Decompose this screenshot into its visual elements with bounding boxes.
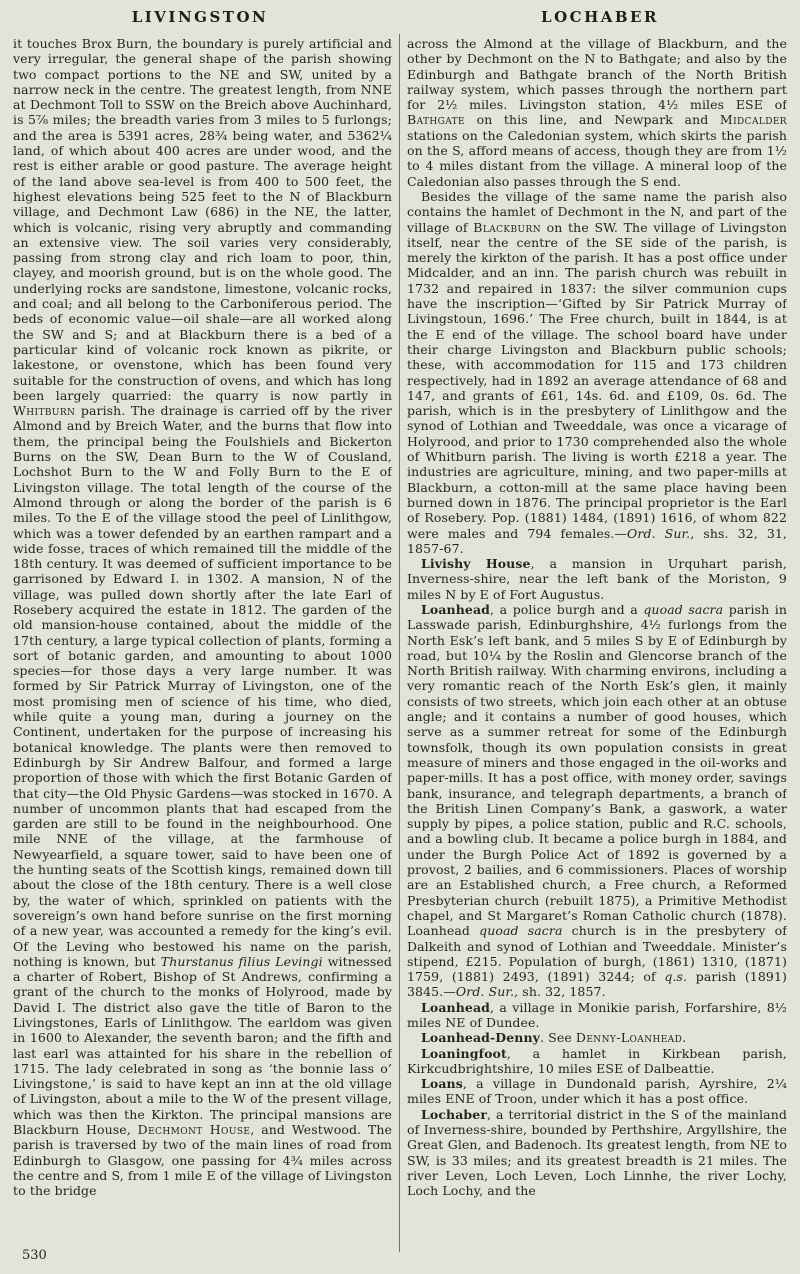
text-run: Midcalder (719, 112, 787, 128)
paragraph (407, 1046, 787, 1077)
text-run: witnessed a charter of Robert, Bishop of St Andrews, confirming a grant of the church to the monks of Holyrood, made by David I. The district also gave the title of Baron to the Livingstones, Earls of Linlithgow. The earldom was given in 1600 to Alexander, the seventh baron; and the fifth and last earl was attainted for his share in the rebellion of 1715. The lady celebrated in song as ‘the bonnie lass o’ Livingstone,’ is said to have kept an inn at the old village of Livingston, about a mile to the W of the present village, which was then the Kirkton. The principal mansions are Blackburn House, (13, 953, 392, 1138)
text-run: , shs. 32, 31, 1857-67. (407, 525, 787, 556)
paragraph (407, 36, 787, 189)
text-run: Loanhead (421, 999, 490, 1015)
text-run: Ord. Sur. (627, 525, 691, 541)
text-run: Whitburn (13, 403, 76, 419)
paragraph (407, 556, 787, 602)
paragraph (407, 602, 787, 1000)
paragraph (407, 1030, 787, 1045)
text-run: Livishy House (421, 556, 531, 572)
text-run: Denny-Loanhead (575, 1030, 683, 1046)
text-run: Thurstanus filius Levingi (160, 953, 323, 969)
left-column (13, 36, 392, 1258)
text-run: quoad sacra (643, 601, 724, 617)
running-head-left: LIVINGSTON (131, 8, 269, 26)
text-run: Loanhead-Denny (421, 1030, 541, 1046)
paragraph (407, 1000, 787, 1031)
paragraph (13, 36, 392, 1199)
text-run: Bathgate (407, 112, 466, 128)
text-run: , a mansion in Urquhart parish, Inverness-shire, near the left bank of the Moriston, 9 miles N by E of Fort Augustus. (407, 556, 787, 602)
text-run: on the SW. The village of Livingston itself, near the centre of the SE side of the parish, is merely the kirkton of the parish. It has a post office under Midcalder, and an inn. The parish church was rebuilt in 1732 and repaired in 1837: the silver communion cups have the inscription—‘Gifted by Sir Patrick Murray of Livingstoun, 1696.’ The Free church, built in 1844, is at the E end of the village. The school board have under their charge Livingston and Blackburn public schools; these, with accommodation for 115 and 173 children respectively, had in 1892 an average attendance of 68 and 147, and grants of £61, 14s. 6d. and £109, 0s. 6d. The parish, which is in the presbytery of Linlithgow and the synod of Lothian and Tweeddale, was once a vicarage of Holyrood, and prior to 1730 comprehended also the whole of Whitburn parish. The living is worth £218 a year. The industries are agriculture, mining, and two paper-mills at Blackburn, a cotton-mill at the same place having been burned down in 1876. The principal proprietor is the Earl of Rosebery. Pop. (1881) 1484, (1891) 1616, of whom 822 were males and 794 females.— (407, 219, 787, 541)
column-divider (399, 34, 400, 1252)
text-run: , a police burgh and a (490, 601, 644, 617)
running-head-right: LOCHABER (541, 8, 659, 26)
text-run: , a territorial district in the S of the mainland of Inverness-shire, bounded by Perthshire, Argyllshire, the Great Glen, and Badenoch. Its greatest length, from NE to SW, is 33 miles; and its greatest breadth is 21 miles. The river Leven, Loch Leven, Loch Linnhe, the river Lochy, Loch Lochy, and the (407, 1106, 787, 1199)
text-run: parish. The drainage is carried off by the river Almond and by Breich Water, and the burns that flow into them, the principal being the Foulshiels and Bickerton Burns on the SW, Dean Burn to the W of Cousland, Lochshot Burn to the W and Folly Burn to the E of Livingston village. The total length of the course of the Almond through or along the border of the parish is 6 miles. To the E of the village stood the peel of Linlithgow, which was a tower defended by an earthen rampart and a wide fosse, traces of which remained till the middle of the 18th century. It was deemed of sufficient importance to be garrisoned by Edward I. in 1302. A mansion, N of the village, was pulled down shortly after the late Earl of Rosebery acquired the estate in 1812. The garden of the old mansion-house contained, about the middle of the 17th century, a large typical collection of plants, forming a sort of botanic garden, and amounting to about 1000 species—for those days a very large number. It was formed by Sir Patrick Murray of Livingston, one of the most promising men of science of his time, who died, while quite a young man, during a journey on the Continent, undertaken for the purpose of increasing his botanical knowledge. The plants were then removed to Edinburgh by Sir Andrew Balfour, and formed a large proportion of those with which the first Botanic Garden of that city—the Old Physic Gardens—was stocked in 1670. A number of uncommon plants that had escaped from the garden are still to be found in the neighbourhood. One mile NNE of the village, at the farmhouse of Newyearfield, a square tower, said to have been one of the hunting seats of the Scottish kings, remained down till about the close of the 18th century. There is a well close by, the water of which, sprinkled on patients with the sovereign’s own hand before sunrise on the first morning of a new year, was accounted a remedy for the king’s evil. Of the Leving who bestowed his name on the parish, nothing is known, but (13, 403, 392, 969)
text-run: q.s. (664, 969, 688, 985)
paragraph (407, 1076, 787, 1107)
text-run: Dechmont House (137, 1122, 251, 1138)
paragraph (407, 1107, 787, 1199)
text-run: across the Almond at the village of Blackburn, and the other by Dechmont on the N to Bathgate; and also by the Edinburgh and Bathgate branch of the North British railway system, which passes through the northern part for 2½ miles. Livingston station, 4½ miles ESE of (407, 36, 787, 113)
text-run: parish in Lasswade parish, Edinburghshire, 4½ furlongs from the North Esk’s left bank, and 5 miles S by E of Edinburgh by road, but 10¼ by the Roslin and Glencorse branch of the North British railway. With charming environs, including a very romantic reach of the North Esk’s glen, it mainly consists of two streets, which join each other at an obtuse angle; and it contains a number of good houses, which serve as a summer retreat for some of the Edinburgh townsfolk, though its own population consists in great measure of miners and those engaged in the oil-works and paper-mills. It has a post office, with money order, savings bank, insurance, and telegraph departments, a branch of the British Linen Company’s Bank, a gaswork, a water supply by pipes, a police station, public and R.C. schools, and a bowling club. It became a police burgh in 1884, and under the Burgh Police Act of 1892 is governed by a provost, 2 bailies, and 6 commissioners. Places of worship are an Established church, a Free church, a Reformed Presbyterian church (rebuilt 1875), a Primitive Methodist chapel, and St Margaret’s Roman Catholic church (1878). Loanhead (407, 601, 787, 939)
text-run: , sh. 32, 1857. (514, 984, 606, 1000)
paragraph (407, 189, 787, 556)
text-run: , a hamlet in Kirkbean parish, Kirkcudbrightshire, 10 miles ESE of Dalbeattie. (407, 1045, 787, 1076)
text-run: it touches Brox Burn, the boundary is purely artificial and very irregular, the general shape of the parish showing two compact portions to the NE and SW, united by a narrow neck in the centre. The greatest length, from NNE at Dechmont Toll to SSW on the Breich above Auchinhard, is 5⅞ miles; the breadth varies from 3 miles to 5 furlongs; and the area is 5391 acres, 28¾ being water, and 5362¼ land, of which about 400 acres are under wood, and the rest is either arable or good pasture. The average height of the land above sea-level is from 400 to 500 feet, the highest elevations being 525 feet to the N of Blackburn village, and Dechmont Law (686) in the NE, the latter, which is volcanic, rising very abruptly and commanding an extensive view. The soil varies very considerably, passing from strong clay and rich loam to poor, thin, clayey, and moorish ground, but is on the whole good. The underlying rocks are sandstone, limestone, volcanic rocks, and coal; and all belong to the Carboniferous period. The beds of economic value—oil shale—are all worked along the SW and S; and at Blackburn there is a bed of a particular kind of volcanic rock known as pikrite, or lakestone, or ovenstone, which has been found very suitable for the construction of ovens, and which has long been largely quarried: the quarry is now partly in (13, 36, 392, 403)
text-run: stations on the Caledonian system, which skirts the parish on the S, afford means of access, though they are from 1½ to 4 miles distant from the village. A mineral loop of the Caledonian also passes through the S end. (407, 127, 787, 189)
text-run: , a village in Dundonald parish, Ayrshire, 2¼ miles ENE of Troon, under which it has a post office. (407, 1076, 787, 1107)
text-run: quoad sacra (479, 923, 563, 939)
text-run: church is in the presbytery of Dalkeith and synod of Lothian and Tweeddale. Minister’s stipend, £215. Population of burgh, (1861) 1310, (1871) 1759, (1881) 2493, (1891) 3244; of (407, 923, 787, 985)
text-run: Blackburn (473, 219, 541, 235)
text-run: Besides the village of the same name the parish also contains the hamlet of Dechmont in the N, and part of the village of (407, 188, 787, 235)
text-run: Ord. Sur. (455, 984, 515, 1000)
text-run: , a village in Monikie parish, Forfarshire, 8½ miles NE of Dundee. (407, 999, 787, 1030)
text-run: parish (1891) 3845.— (407, 969, 787, 1000)
text-run: . See (540, 1030, 576, 1046)
text-run: Loans (421, 1076, 463, 1092)
text-run: Loanhead (421, 601, 490, 617)
right-column (407, 36, 787, 1258)
text-run: Loaningfoot (421, 1045, 507, 1061)
page-number: 530 (22, 1248, 47, 1263)
text-run: . (682, 1030, 687, 1046)
text-run: Lochaber (421, 1106, 488, 1122)
text-run: , and Westwood. The parish is traversed by two of the main lines of road from Edinburgh to Glasgow, one passing for 4¾ miles across the centre and S, from 1 mile E of the village of Livingston to the bridge (13, 1122, 392, 1199)
text-run: on this line, and Newpark and (465, 112, 720, 128)
